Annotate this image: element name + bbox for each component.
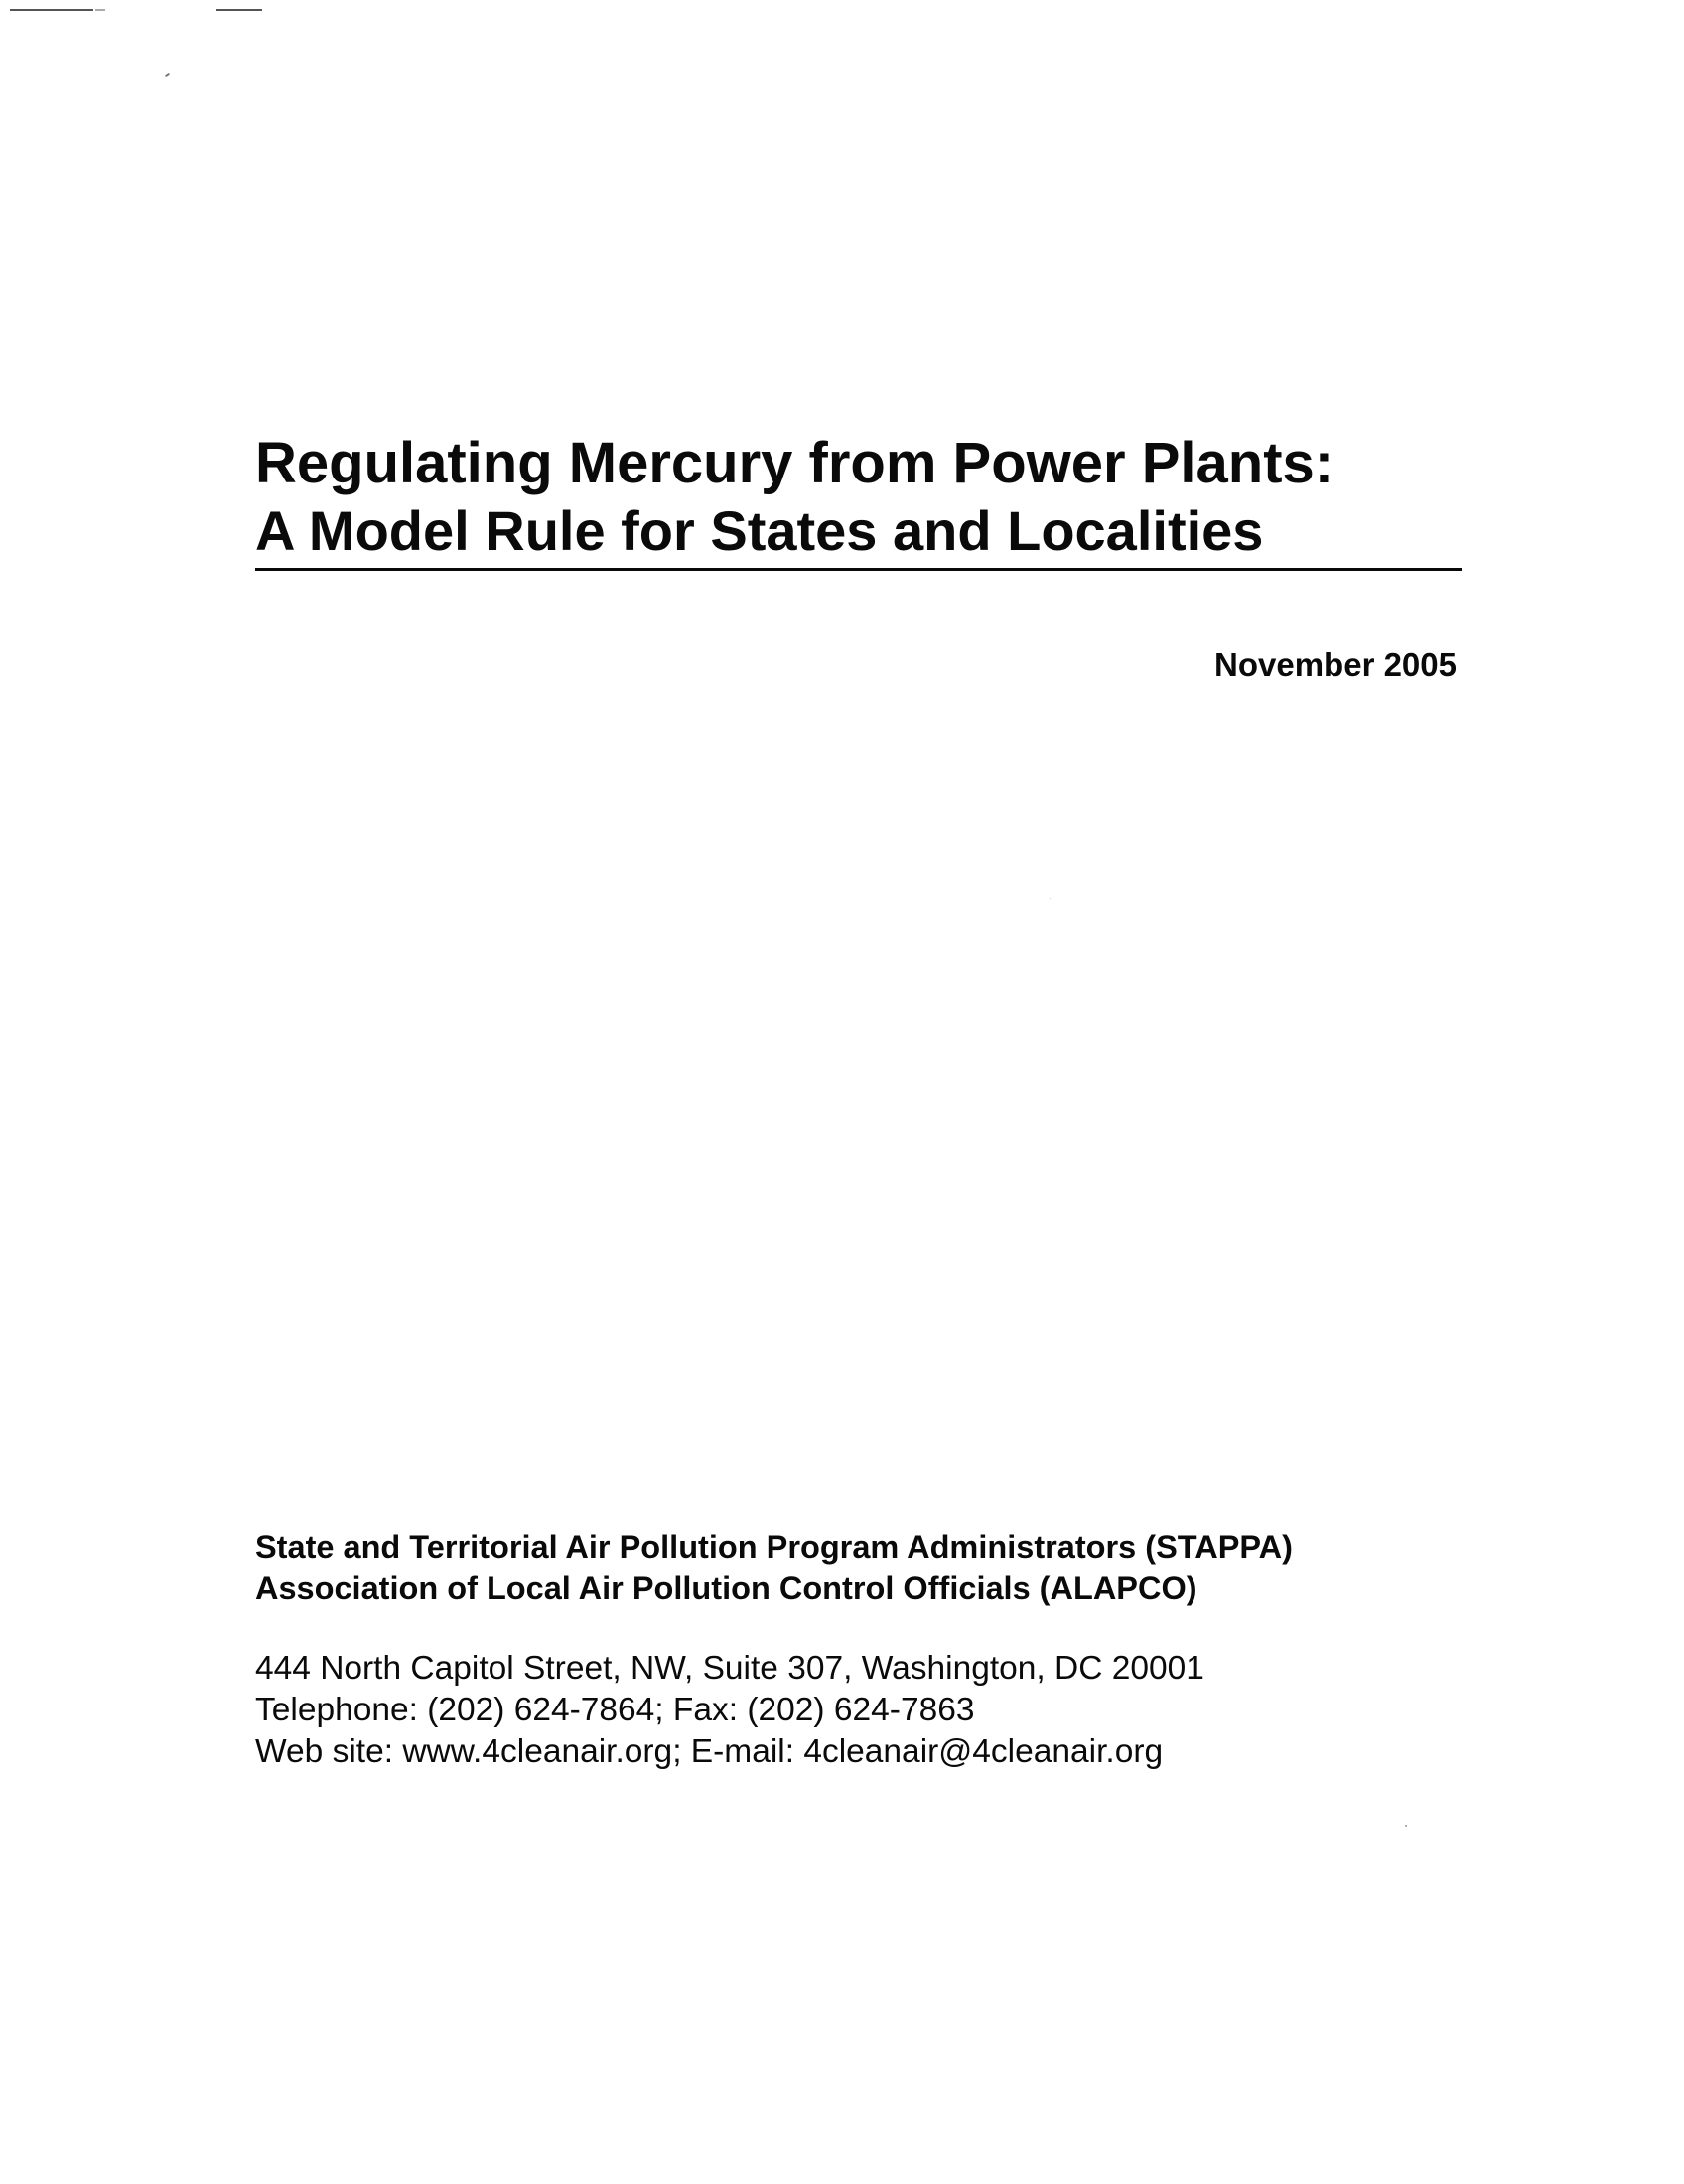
scan-artifact-line — [10, 9, 93, 11]
publication-date: November 2005 — [1214, 646, 1457, 683]
scan-speck — [1050, 898, 1051, 899]
contact-web-email: Web site: www.4cleanair.org; E-mail: 4cleanair@4cleanair.org — [255, 1733, 1164, 1770]
scan-artifact-line — [95, 9, 105, 11]
contact-block — [255, 1648, 1204, 1773]
contact-address: 444 North Capitol Street, NW, Suite 307, Washington, DC 20001 — [255, 1650, 1204, 1687]
document-title: Regulating Mercury from Power Plants: — [255, 431, 1334, 495]
organization-stappa: State and Territorial Air Pollution Program Administrators (STAPPA) — [255, 1529, 1293, 1565]
title-block — [255, 429, 1462, 571]
scan-speck — [165, 73, 170, 78]
organizations-block — [255, 1526, 1293, 1609]
document-subtitle: A Model Rule for States and Localities — [255, 498, 1462, 571]
scan-artifact-line — [216, 9, 262, 11]
scan-speck — [1405, 1825, 1407, 1827]
contact-phone-fax: Telephone: (202) 624-7864; Fax: (202) 624-7863 — [255, 1692, 975, 1728]
organization-alapco: Association of Local Air Pollution Control Officials (ALAPCO) — [255, 1570, 1197, 1606]
